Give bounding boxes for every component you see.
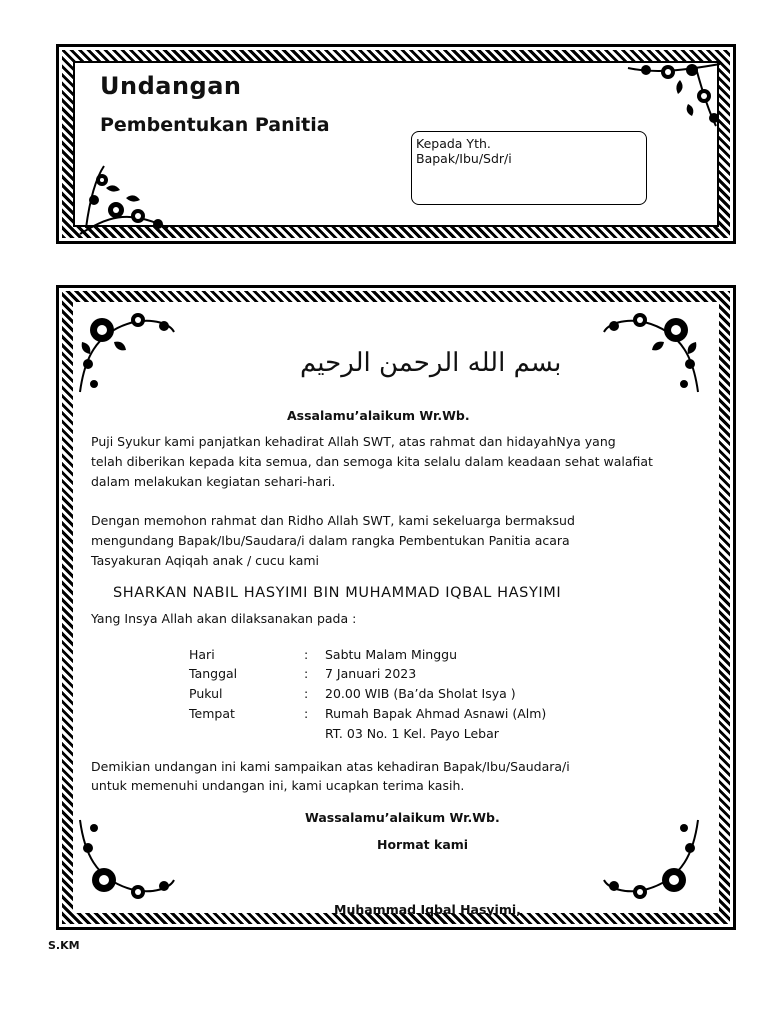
cover-subtitle: Pembentukan Panitia [100, 114, 330, 136]
closing-line: untuk memenuhi undangan ini, kami ucapkan terima kasih. [91, 778, 465, 793]
paragraph-2-line: mengundang Bapak/Ibu/Saudara/i dalam rangka Pembentukan Panitia acara [91, 533, 570, 548]
schedule-value: Rumah Bapak Ahmad Asnawi (Alm) [325, 706, 547, 721]
schedule-value: 20.00 WIB (Ba’da Sholat Isya ) [325, 686, 516, 701]
flower-corner-icon [600, 302, 704, 398]
paragraph-2-line: Tasyakuran Aqiqah anak / cucu kami [91, 553, 320, 568]
recipient-box [411, 131, 647, 205]
schedule-value: RT. 03 No. 1 Kel. Payo Lebar [325, 726, 499, 741]
schedule-value: Sabtu Malam Minggu [325, 647, 458, 662]
schedule-sep: : [304, 666, 309, 681]
flower-ornament-icon [626, 60, 722, 130]
recipient-line-2: Bapak/Ibu/Sdr/i [416, 151, 512, 166]
schedule-label: Tempat [189, 706, 235, 721]
paragraph-1-line: telah diberikan kepada kita semua, dan semoga kita selalu dalam keadaan sehat walafiat [91, 454, 653, 469]
recipient-line-1: Kepada Yth. [416, 136, 491, 151]
schedule-value: 7 Januari 2023 [325, 666, 417, 681]
schedule-sep: : [304, 706, 309, 721]
schedule-sep: : [304, 686, 309, 701]
greeting: Assalamu’alaikum Wr.Wb. [287, 408, 470, 423]
schedule-label: Pukul [189, 686, 223, 701]
signatory-name: Muhammad Iqbal Hasyimi, [334, 902, 521, 917]
salam-penutup: Wassalamu’alaikum Wr.Wb. [305, 810, 500, 825]
paragraph-1-line: dalam melakukan kegiatan sehari-hari. [91, 474, 336, 489]
cover-title: Undangan [100, 72, 242, 100]
schedule-label: Tanggal [189, 666, 238, 681]
paragraph-2-line: Dengan memohon rahmat dan Ridho Allah SWT, kami sekeluarga bermaksud [91, 513, 575, 528]
flower-ornament-icon [76, 158, 172, 238]
schedule-intro: Yang Insya Allah akan dilaksanakan pada : [91, 611, 357, 626]
flower-corner-icon [74, 302, 178, 398]
flower-corner-icon [74, 814, 178, 910]
signatory-title: S.KM [48, 939, 80, 952]
basmalah-calligraphy: بسم الله الرحمن الرحيم [300, 348, 562, 378]
schedule-label: Hari [189, 647, 215, 662]
child-name: SHARKAN NABIL HASYIMI BIN MUHAMMAD IQBAL HASYIMI [113, 585, 562, 601]
hormat-kami: Hormat kami [377, 837, 469, 852]
flower-corner-icon [600, 814, 704, 910]
schedule-sep: : [304, 647, 309, 662]
paragraph-1-line: Puji Syukur kami panjatkan kehadirat Allah SWT, atas rahmat dan hidayahNya yang [91, 434, 616, 449]
closing-line: Demikian undangan ini kami sampaikan atas kehadiran Bapak/Ibu/Saudara/i [91, 759, 570, 774]
